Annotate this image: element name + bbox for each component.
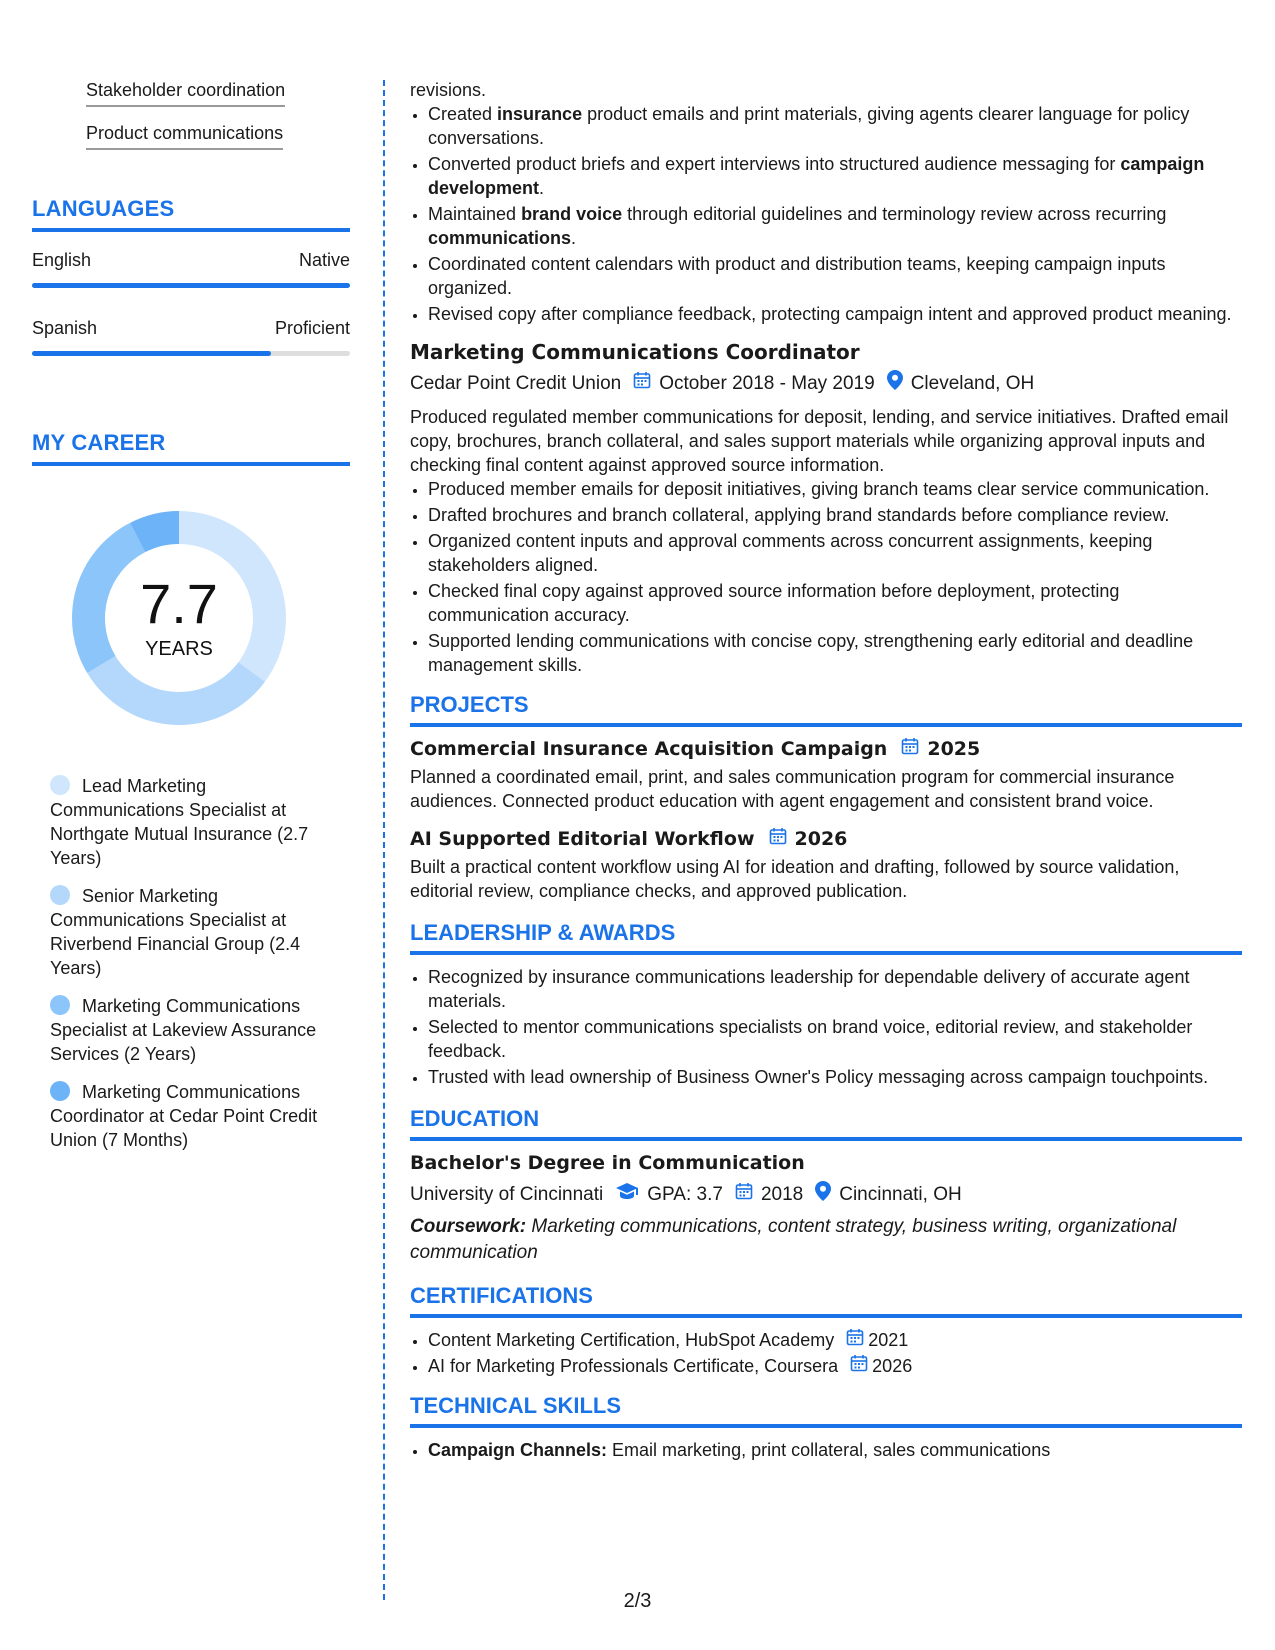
awards-list [410,965,1242,1089]
career-legend-text: Lead Marketing Communications Specialist at Northgate Mutual Insurance (2.7 Years) [50,776,309,868]
bullet-item [428,202,1242,250]
bullet-text: Revised copy after compliance feedback, protecting campaign intent and approved product meaning. [428,304,1232,324]
graduation-cap-icon [615,1182,639,1207]
column-divider [383,80,385,1600]
job-title: Marketing Communications Coordinator [410,340,860,364]
career-legend-item [50,884,320,980]
certification-line [428,1328,1242,1352]
career-legend [32,774,350,1152]
language-proficiency-fill [32,351,271,356]
certification-year: 2026 [872,1356,913,1376]
certification-name: • AI for Marketing Professionals Certificate, Coursera [428,1356,839,1376]
skill-tag: Product communications [86,123,283,150]
certifications-heading: CERTIFICATIONS [410,1284,1242,1318]
bullet-text: . [539,178,545,198]
job-location: Cleveland, OH [910,372,1035,394]
projects-heading: PROJECTS [410,693,1242,727]
bullet-item: • Drafted brochures and branch collateral, applying brand standards before compliance review. [428,503,1242,527]
career-legend-item [50,774,320,870]
location-pin-icon [815,1181,831,1208]
career-donut-chart [32,506,350,746]
coursework-text: Marketing communications, content strategy, business writing, organizational communication [410,1216,1177,1263]
education-degree: Bachelor's Degree in Communication [410,1152,805,1174]
bullet-item: • Organized content inputs and approval comments across concurrent assignments, keeping stakeholders aligned. [428,529,1242,577]
language-level: Native [298,250,350,270]
award-item: • Trusted with lead ownership of Business Owner's Policy messaging across campaign touchpoints. [428,1065,1242,1089]
certification-year: 2021 [868,1330,909,1350]
project-item [410,737,1242,813]
legend-dot [50,775,70,795]
education-meta [410,1181,1242,1208]
education-location: Cincinnati, OH [839,1183,962,1205]
education-coursework [410,1214,1242,1266]
language-level: Proficient [274,318,350,338]
project-name: Commercial Insurance Acquisition Campaign [410,738,888,760]
project-year: 2026 [794,828,848,850]
location-pin-icon [887,370,903,397]
bullet-item: • Checked final copy against approved source information before deployment, protecting communication accuracy. [428,579,1242,627]
coursework-label: Coursework: [410,1216,527,1237]
education-heading: EDUCATION [410,1107,1242,1141]
projects-list [410,737,1242,903]
project-name: AI Supported Editorial Workflow [410,828,755,850]
project-description: Built a practical content workflow using AI for ideation and drafting, followed by source validation, editorial review, compliance checks, and approved publication. [410,857,1180,901]
calendar-icon [735,1182,753,1207]
project-title [410,737,1242,761]
bullet-item [428,102,1242,150]
carry-over-text: revisions. [410,80,487,100]
technical-skills-list [410,1438,1242,1462]
technical-skills-heading: TECHNICAL SKILLS [410,1394,1242,1428]
project-year: 2025 [927,738,981,760]
skill-tag: Stakeholder coordination [86,80,285,107]
bullet-item: • Produced member emails for deposit initiatives, giving branch teams clear service communication. [428,477,1242,501]
bullet-text: Created [428,104,498,124]
legend-dot [50,995,70,1015]
career-legend-text: Marketing Communications Coordinator at Cedar Point Credit Union (7 Months) [50,1082,318,1150]
language-name: English [32,250,92,270]
bullet-keyword: insurance [497,104,583,124]
job-description: Produced regulated member communications for deposit, lending, and service initiatives. Drafted email copy, brochures, branch collateral, and sales support materials while organizing approval inputs and checking final content against approved source information. [410,407,1229,475]
certifications-list [410,1328,1242,1378]
project-item [410,827,1242,903]
language-name: Spanish [32,318,98,338]
career-heading: MY CAREER [32,430,350,466]
bullet-text: Maintained [428,204,522,224]
language-proficiency-bar [32,351,350,356]
project-title [410,827,1242,851]
bullet-keyword: campaign development [428,154,1205,198]
sidebar [32,80,350,1166]
calendar-icon [846,1328,864,1352]
certification-item [428,1328,1242,1352]
bullet-item [428,252,1242,300]
education-school: University of Cincinnati [410,1183,604,1205]
bullet-keyword: brand voice [521,204,623,224]
certification-name: • Content Marketing Certification, HubSpot Academy [428,1330,835,1350]
education-year: 2018 [760,1183,804,1205]
language-proficiency-fill [32,283,350,288]
career-unit: YEARS [145,637,213,660]
award-item: • Selected to mentor communications specialists on brand voice, editorial review, and stakeholder feedback. [428,1015,1242,1063]
language-english [32,250,350,288]
previous-job-bullets [410,102,1242,326]
legend-dot [50,885,70,905]
main-column [410,78,1242,1464]
technical-skill-label: Campaign Channels: [428,1440,608,1460]
technical-skill-value: Email marketing, print collateral, sales communications [607,1440,1051,1460]
education-gpa: GPA: 3.7 [647,1183,723,1205]
job-company: Cedar Point Credit Union [410,372,622,394]
certification-line [428,1354,1242,1378]
bullet-text: . [571,228,577,248]
calendar-icon [901,737,919,761]
award-item: • Recognized by insurance communications leadership for dependable delivery of accurate agent materials. [428,965,1242,1013]
career-legend-text: Marketing Communications Specialist at Lakeview Assurance Services (2 Years) [50,996,317,1064]
page-number: 2/3 [623,1590,652,1612]
language-proficiency-bar [32,283,350,288]
awards-heading: LEADERSHIP & AWARDS [410,921,1242,955]
bullet-text: product emails and print materials, giving agents clearer language for policy conversations. [428,104,1190,148]
career-legend-item [50,994,320,1066]
language-spanish [32,318,350,356]
bullet-keyword: communications [428,228,572,248]
certification-item [428,1354,1242,1378]
career-legend-item [50,1080,320,1152]
bullet-item: • Supported lending communications with concise copy, strengthening early editorial and deadline management skills. [428,629,1242,677]
job-meta [410,370,1242,397]
calendar-icon [633,371,651,396]
job-bullets [410,477,1242,677]
project-description: Planned a coordinated email, print, and sales communication program for commercial insurance audiences. Connected product education with agent engagement and consistent brand voice. [410,767,1175,811]
technical-skill-item [428,1438,1242,1462]
languages-heading: LANGUAGES [32,196,350,232]
calendar-icon [850,1354,868,1378]
bullet-text: Converted product briefs and expert interviews into structured audience messaging for [428,154,1121,174]
bullet-text: Coordinated content calendars with product and distribution teams, keeping campaign inputs organized. [428,254,1166,298]
calendar-icon [769,827,787,851]
bullet-text: through editorial guidelines and terminology review across recurring [622,204,1167,224]
career-total: 7.7 [140,571,218,635]
bullet-item [428,302,1242,326]
bullet-item [428,152,1242,200]
career-legend-text: Senior Marketing Communications Specialist at Riverbend Financial Group (2.4 Years) [50,886,301,978]
job-dates: October 2018 - May 2019 [659,372,875,394]
legend-dot [50,1081,70,1101]
